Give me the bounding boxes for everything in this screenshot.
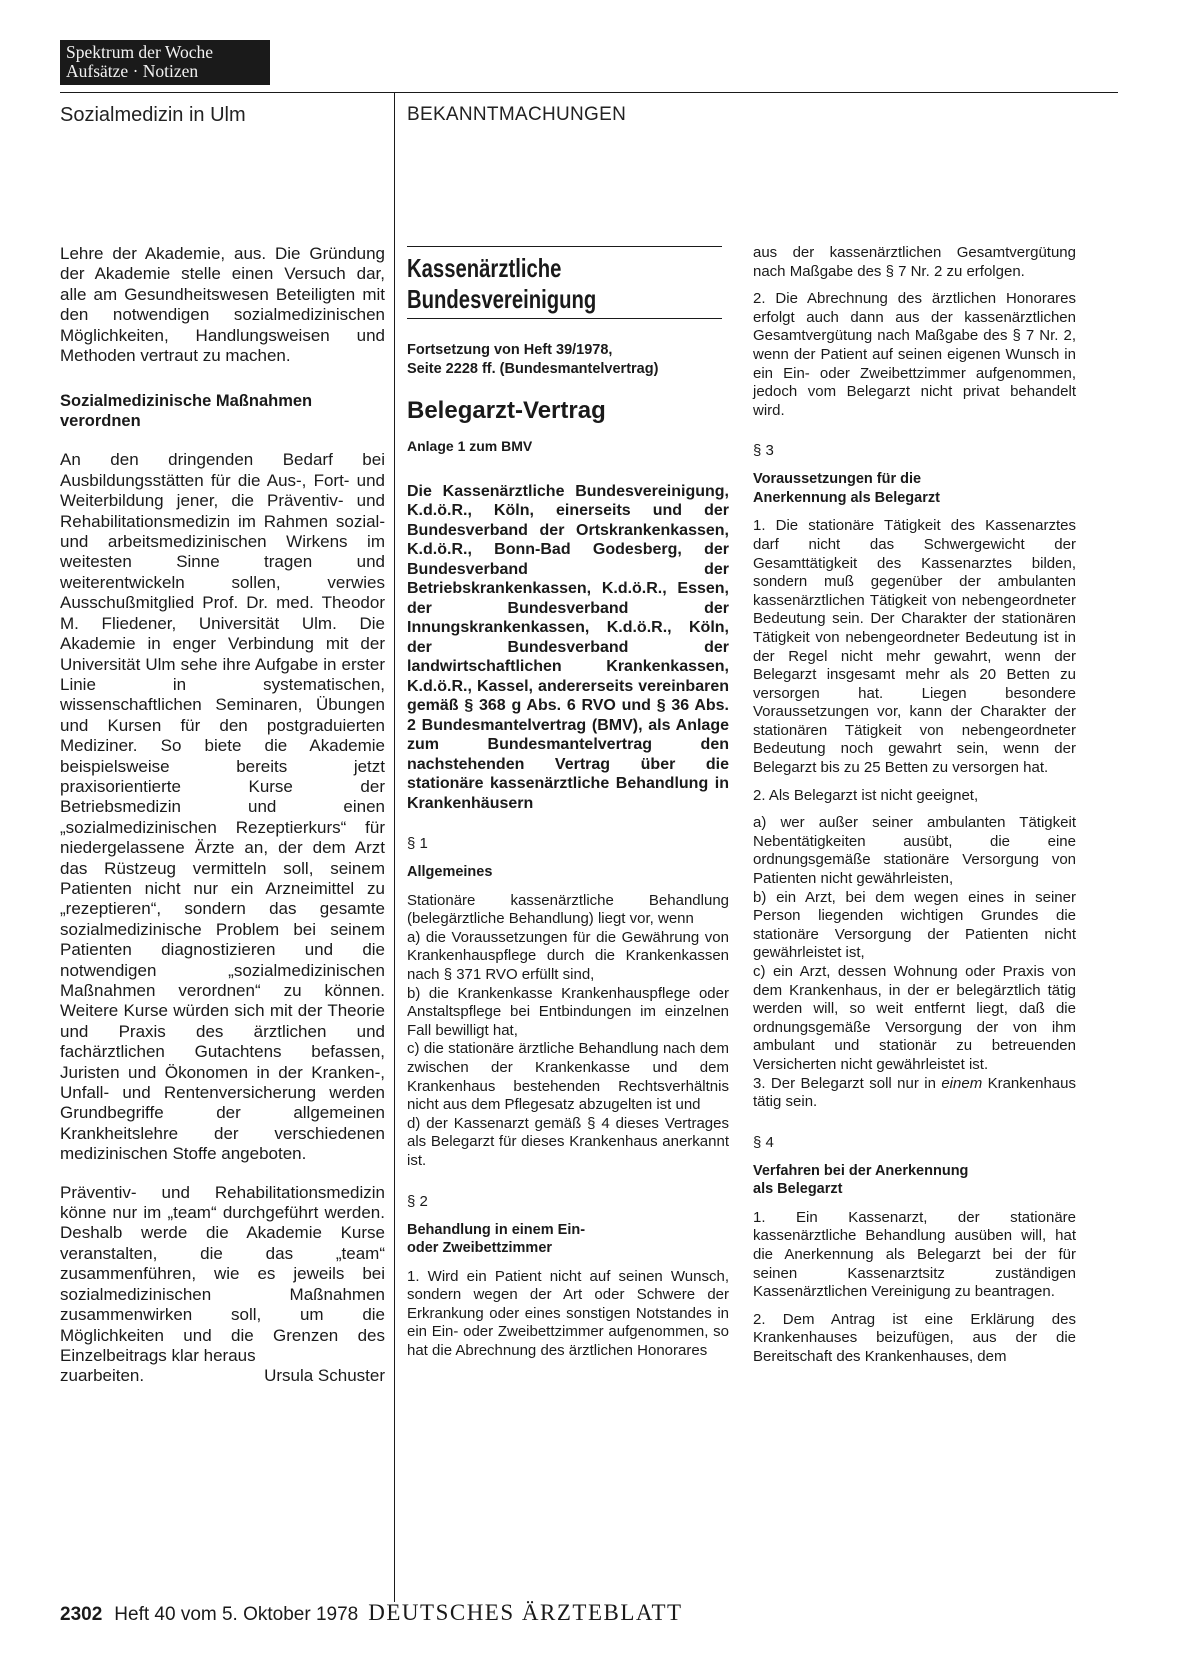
announcement-column-1 [407, 244, 729, 1360]
section-heading: Sozialmedizinische Maßnahmen verordnen [60, 392, 313, 431]
list-item: c) die stationäre ärztliche Behandlung nach dem zwischen der Krankenkasse und dem Krankenhaus bestehenden Rechtsverhältnis nicht aus dem Pflegesatz abzugelten ist und [407, 1040, 729, 1114]
list-item: d) der Kassenarzt gemäß § 4 dieses Vertrages als Belegarzt für dieses Krankenhaus anerkannt ist. [407, 1114, 729, 1169]
preamble: Die Kassenärztliche Bundesvereinigung, K.d.ö.R., Köln, einerseits und der Bundesverband der Ortskrankenkassen, K.d.ö.R., Bonn-Bad Godesberg, der Bundesverband der Betriebskrankenkassen, K.d.ö.R., Essen, der Bundesverband der Innungskrankenkassen, K.d.ö.R., Köln, der Bundesverband der landwirtschaftlichen Krankenkassen, K.d.ö.R., Kassel, andererseits vereinbaren gemäß § 368 g Abs. 6 RVO und § 36 Abs. 2 Bundesmantelvertrag (BMV), als Anlage zum Bundesmantelvertrag den nachstehenden Vertrag über die stationäre kassenärztliche Behandlung in Krankenhäusern [407, 482, 729, 812]
section-number: § 2 [407, 1192, 428, 1210]
page-number: 2302 [60, 1604, 103, 1625]
section-heading-line-2: oder Zweibettzimmer [407, 1240, 553, 1256]
issue-info: Heft 40 vom 5. Oktober 1978 [114, 1604, 359, 1625]
paragraph: 2. Als Belegarzt ist nicht geeignet, [753, 786, 979, 804]
paragraph-tail: zuarbeiten. [60, 1366, 145, 1386]
masthead-line-2: Aufsätze · Notizen [66, 61, 199, 81]
section-heading-line-1: Voraussetzungen für die [753, 471, 922, 488]
section-heading [753, 1162, 1076, 1199]
section-number: § 1 [407, 835, 428, 853]
list-item: c) ein Arzt, dessen Wohnung oder Praxis von dem Krankenhaus, in der er belegärztlich tätig werden will, so weit entfernt liegt, daß die ordnungsgemäße Versorgung der von ihm ambulant und stationär zu betreuenden Versicherten nicht gewährleistet ist. [753, 963, 1076, 1073]
rubric-left: Sozialmedizin in Ulm [60, 104, 246, 126]
continuation-note [407, 341, 729, 379]
article-column-sozialmedizin [60, 244, 385, 1387]
section-number: § 4 [753, 1133, 774, 1151]
org-title-line-1: Kassenärztliche [407, 253, 562, 283]
masthead-box [60, 40, 270, 85]
paragraph: An den dringenden Bedarf bei Ausbildungsstätten für die Aus-, Fort- und Weiterbildung jener, die Präventiv- und Rehabilitationsmedizin im Rahmen sozial- und arbeitsmedizinischen Wirkens im weitesten Sinne tragen und weiterentwickeln sollen, verwies Ausschußmitglied Prof. Dr. med. Theodor M. Fliedener, Universität Ulm. Die Akademie in enger Verbindung mit der Universität Ulm sehe ihre Aufgabe in erster Linie in systematischen, wissenschaftlichen Seminaren, Übungen und Kursen für den postgraduierten Mediziner. So biete die Akademie beispielsweise bereits jetzt praxisorientierte Kurse der Betriebsmedizin und einen „sozialmedizinischen Rezeptierkurs“ für niedergelassene Ärzte an, der dem Arzt das Rüstzeug vermitteln soll, seinem Patienten nicht nur ein Arzneimittel zu „rezeptieren“, sondern das gesamte sozialmedizinische Problem bei seinem Patienten diagnostizieren und die notwendigen „sozialmedizinischen Maßnahmen verordnen“ zu können. Weitere Kurse würden sich mit der Theorie und Praxis des ärztlichen und fachärztlichen Gutachtens befassen, Juristen und Ökonomen in der Kranken-, Unfall- und Rentenversicherung werden Grundbegriffe der allgemeinen Krankheitslehre der verschiedenen medizinischen Stoffe angeboten. [60, 450, 385, 1164]
section-heading: Allgemeines [407, 864, 493, 881]
section-heading [407, 1221, 729, 1258]
list-item: b) ein Arzt, bei dem wegen eines in seiner Person liegenden wichtigen Grundes die stationäre Versorgung der Patienten nicht gewährleistet ist, [753, 888, 1076, 962]
column-divider [394, 92, 395, 1602]
announcement-column-2 [753, 244, 1076, 1367]
document-title: Belegarzt-Vertrag [407, 397, 606, 424]
annex-label: Anlage 1 zum BMV [407, 438, 533, 454]
section-number: § 3 [753, 442, 774, 460]
list-item: a) die Voraussetzungen für die Gewährung von Krankenhauspflege durch die Krankenkassen nach § 371 RVO erfüllt sind, [407, 928, 729, 983]
paragraph: Präventiv- und Rehabilitationsmedizin könne nur im „team“ durchgeführt werden. Deshalb werde die Akademie Kurse veranstalten, die das „team“ zusammenführen, wie es jeweils bei sozialmedizinischen Maßnahmen zusammenwirken soll, um die Möglichkeiten und die Grenzen des Einzelbeitrags klar heraus [60, 1182, 385, 1365]
rubric-right: BEKANNTMACHUNGEN [407, 104, 627, 125]
paragraph [753, 1075, 1076, 1112]
org-title [407, 253, 658, 315]
author-name: Ursula Schuster [264, 1366, 385, 1386]
list-item: a) wer außer seiner ambulanten Tätigkeit Nebentätigkeiten ausübt, die eine ordnungsgemäße stationäre Versorgung von Patienten nicht gewährleisten, [753, 814, 1076, 888]
signoff-line [60, 1366, 385, 1386]
continuation-line-1: Fortsetzung von Heft 39/1978, [407, 342, 613, 358]
paragraph: 2. Dem Antrag ist eine Erklärung des Krankenhauses beizufügen, aus der die Bereitschaft des Krankenhauses, dem [753, 1310, 1076, 1365]
paragraph: 2. Die Abrechnung des ärztlichen Honorares erfolgt auch dann aus der kassenärztlichen Gesamtvergütung nach Maßgabe des § 7 Nr. 2, wenn der Patient auf seinen eigenen Wunsch in ein Ein- oder Zweibettzimmer aufgenommen, jedoch vom Belegarzt nicht privat behandelt wird. [753, 290, 1076, 419]
section-heading [753, 470, 1076, 507]
masthead-line-1: Spektrum der Woche [66, 42, 213, 62]
journal-name: DEUTSCHES ÄRZTEBLATT [368, 1600, 683, 1625]
paragraph: 1. Ein Kassenarzt, der stationäre kassenärztliche Behandlung ausüben will, hat die Anerkennung als Belegarzt bei der für seinen Kassenarztsitz zuständigen Kassenärztlichen Vereinigung zu beantragen. [753, 1208, 1076, 1301]
list-item: b) die Krankenkasse Krankenhauspflege oder Anstaltspflege bei Entbindungen im einzelnen Fall bewilligt hat, [407, 984, 729, 1039]
paragraph: 1. Die stationäre Tätigkeit des Kassenarztes darf nicht das Schwergewicht der Gesamttätigkeit des Kassenarztes bilden, sondern muß gegenüber der ambulanten kassenärztlichen Tätigkeit von nebengeordneter Bedeutung sein. Der Charakter der stationären Tätigkeit von nebengeordneter Bedeutung ist in der Regel nicht mehr gewahrt, wenn der Belegarzt insgesamt mehr als 20 Betten zu versorgen hat. Liegen besondere Voraussetzungen vor, kann der Charakter der stationären Tätigkeit von nebengeordneter Bedeutung noch gewahrt sein, wenn der Belegarzt bis zu 25 Betten zu versorgen hat. [753, 517, 1076, 777]
section-heading-line-2: als Belegarzt [753, 1181, 843, 1198]
section-heading-line-2: Anerkennung als Belegarzt [753, 489, 940, 506]
header-rule [60, 92, 1118, 93]
paragraph: 1. Wird ein Patient nicht auf seinen Wunsch, sondern wegen der Art oder Schwere der Erkrankung oder eines sonstigen Notstandes in ein Ein- oder Zweibettzimmer aufgenommen, so hat die Abrechnung des ärztlichen Honorares [407, 1267, 729, 1359]
paragraph: Lehre der Akademie, aus. Die Gründung der Akademie stelle einen Versuch dar, alle am Gesundheitswesen Beteiligten mit den notwendigen sozialmedizinischen Möglichkeiten, Handlungsweisen und Methoden vertraut zu machen. [60, 244, 385, 366]
section-heading-line-1: Behandlung in einem Ein- [407, 1221, 586, 1238]
paragraph: aus der kassenärztlichen Gesamtvergütung nach Maßgabe des § 7 Nr. 2 zu erfolgen. [753, 244, 1076, 280]
text-run: 3. Der Belegarzt soll nur in [753, 1074, 936, 1092]
text-run: Krankenhaus tätig sein. [753, 1074, 1076, 1111]
title-rule-top [407, 246, 722, 247]
org-title-line-2: Bundesvereinigung [407, 284, 597, 314]
continuation-line-2: Seite 2228 ff. (Bundesmantelvertrag) [407, 361, 659, 377]
emphasis: einem [941, 1074, 983, 1092]
page-footer [60, 1600, 683, 1626]
section-heading-line-1: Verfahren bei der Anerkennung [753, 1162, 969, 1179]
title-rule-bottom [407, 318, 722, 319]
paragraph: Stationäre kassenärztliche Behandlung (belegärztliche Behandlung) liegt vor, wenn [407, 891, 729, 928]
